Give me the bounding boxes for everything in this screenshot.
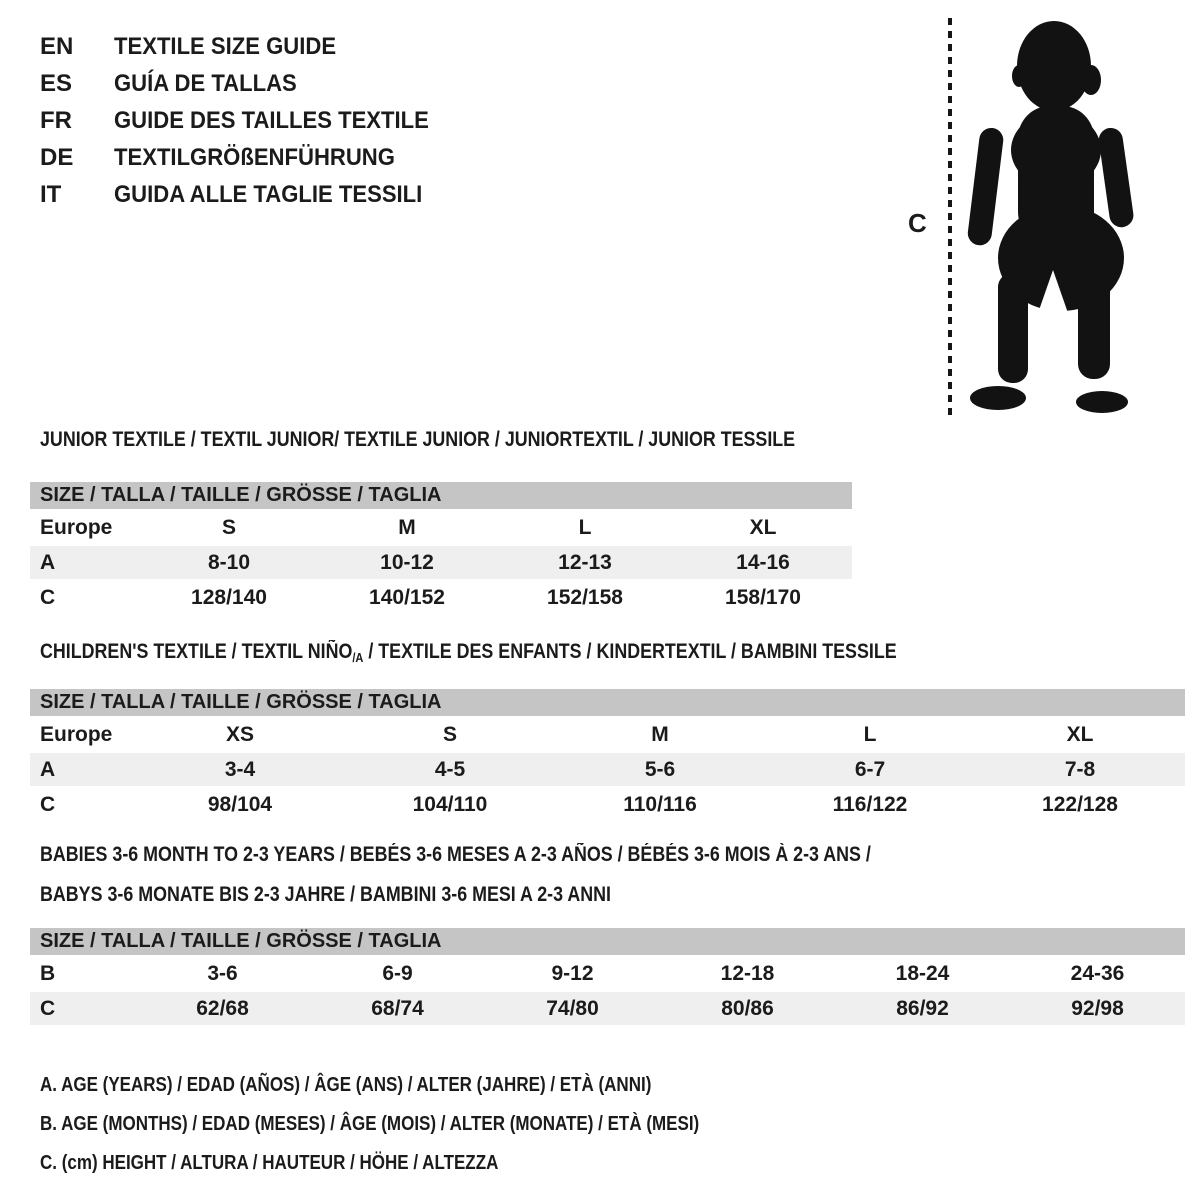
cell: 3-6 bbox=[207, 961, 238, 985]
cell: L bbox=[578, 515, 592, 539]
cell: 122/128 bbox=[1042, 792, 1118, 816]
cell: 152/158 bbox=[547, 585, 623, 609]
junior-size-header-row bbox=[30, 482, 852, 509]
row-label: Europe bbox=[40, 515, 113, 539]
cell: 3-4 bbox=[135, 753, 345, 786]
legend bbox=[40, 1066, 816, 1183]
cell: 9-12 bbox=[551, 961, 594, 985]
row-label: C bbox=[30, 992, 135, 1025]
lang-row-es bbox=[40, 65, 456, 102]
cell: 5-6 bbox=[555, 753, 765, 786]
children-section-title bbox=[40, 640, 1048, 664]
cell: 4-5 bbox=[345, 753, 555, 786]
lang-row-fr bbox=[40, 102, 456, 139]
children-title-prefix: CHILDREN'S TEXTILE / TEXTIL NIÑO bbox=[40, 640, 353, 663]
children-row-europe bbox=[30, 718, 1185, 751]
cell: 92/98 bbox=[1010, 992, 1185, 1025]
cell: M bbox=[398, 515, 416, 539]
children-title-text bbox=[40, 640, 897, 664]
legend-a-text: A. AGE (YEARS) / EDAD (AÑOS) / ÂGE (ANS) / ALTER (JAHRE) / ETÀ (ANNI) bbox=[40, 1074, 652, 1096]
cell: 6-7 bbox=[765, 753, 975, 786]
cell: 18-24 bbox=[895, 961, 950, 985]
cell: 86/92 bbox=[835, 992, 1010, 1025]
lang-code-fr: FR bbox=[40, 106, 72, 134]
legend-line-c bbox=[40, 1144, 816, 1183]
children-row-height bbox=[30, 788, 1185, 821]
legend-b-text: B. AGE (MONTHS) / EDAD (MESES) / ÂGE (MOIS) / ALTER (MONATE) / ETÀ (MESI) bbox=[40, 1113, 700, 1135]
children-size-header: SIZE / TALLA / TAILLE / GRÖSSE / TAGLIA bbox=[30, 689, 1185, 716]
babies-row-months bbox=[30, 957, 1185, 990]
lang-label-fr: GUIDE DES TAILLES TEXTILE bbox=[114, 106, 429, 134]
cell: 7-8 bbox=[975, 753, 1185, 786]
cell: 128/140 bbox=[191, 585, 267, 609]
baby-silhouette-icon bbox=[960, 18, 1142, 422]
babies-section-title-line1 bbox=[40, 843, 1018, 867]
children-title-sub: /A bbox=[352, 650, 364, 665]
language-list bbox=[40, 28, 456, 213]
lang-code-it: IT bbox=[40, 180, 62, 208]
lang-row-it bbox=[40, 176, 456, 213]
children-row-age bbox=[30, 753, 1185, 786]
cell: XL bbox=[1066, 722, 1094, 746]
legend-c-text: C. (cm) HEIGHT / ALTURA / HAUTEUR / HÖHE / ALTEZZA bbox=[40, 1152, 499, 1174]
cell: M bbox=[651, 722, 669, 746]
lang-label-it: GUIDA ALLE TAGLIE TESSILI bbox=[114, 180, 423, 208]
cell: 12-18 bbox=[720, 961, 775, 985]
lang-row-de bbox=[40, 139, 456, 176]
lang-row-en bbox=[40, 28, 456, 65]
lang-code-en: EN bbox=[40, 32, 74, 60]
row-label: A bbox=[30, 546, 140, 579]
cell: 62/68 bbox=[135, 992, 310, 1025]
babies-size-header-row bbox=[30, 928, 1185, 955]
babies-title-line1-text: BABIES 3-6 MONTH TO 2-3 YEARS / BEBÉS 3-6 MESES A 2-3 AÑOS / BÉBÉS 3-6 MOIS À 2-3 ANS / bbox=[40, 843, 871, 866]
babies-size-table bbox=[30, 926, 1185, 1027]
row-label: C bbox=[40, 792, 56, 816]
cell: XL bbox=[749, 515, 777, 539]
cell: 74/80 bbox=[485, 992, 660, 1025]
junior-row-europe bbox=[30, 511, 852, 544]
junior-size-header: SIZE / TALLA / TAILLE / GRÖSSE / TAGLIA bbox=[30, 482, 852, 509]
babies-size-header: SIZE / TALLA / TAILLE / GRÖSSE / TAGLIA bbox=[30, 928, 1185, 955]
cell: 12-13 bbox=[496, 546, 674, 579]
children-title-suffix: / TEXTILE DES ENFANTS / KINDERTEXTIL / BAMBINI TESSILE bbox=[363, 640, 897, 663]
cell: 98/104 bbox=[207, 792, 273, 816]
legend-line-b bbox=[40, 1105, 816, 1144]
lang-label-en: TEXTILE SIZE GUIDE bbox=[114, 32, 337, 60]
cell: L bbox=[863, 722, 877, 746]
children-size-header-row bbox=[30, 689, 1185, 716]
babies-row-height bbox=[30, 992, 1185, 1025]
lang-code-es: ES bbox=[40, 69, 73, 97]
junior-title-text: JUNIOR TEXTILE / TEXTIL JUNIOR/ TEXTILE JUNIOR / JUNIORTEXTIL / JUNIOR TESSILE bbox=[40, 428, 796, 451]
cell: 68/74 bbox=[310, 992, 485, 1025]
junior-row-height bbox=[30, 581, 852, 614]
height-measure-label: C bbox=[908, 208, 927, 238]
cell: 140/152 bbox=[369, 585, 445, 609]
cell: 14-16 bbox=[674, 546, 852, 579]
cell: 24-36 bbox=[1070, 961, 1125, 985]
cell: 6-9 bbox=[382, 961, 413, 985]
babies-title-line2-text: BABYS 3-6 MONATE BIS 2-3 JAHRE / BAMBINI 3-6 MESI A 2-3 ANNI bbox=[40, 883, 611, 906]
row-label: B bbox=[40, 961, 56, 985]
junior-section-title bbox=[40, 428, 928, 452]
junior-row-age bbox=[30, 546, 852, 579]
babies-section-title-line2 bbox=[40, 883, 712, 907]
junior-size-table bbox=[30, 480, 852, 616]
cell: 104/110 bbox=[412, 792, 488, 816]
cell: 10-12 bbox=[318, 546, 496, 579]
row-label: C bbox=[40, 585, 56, 609]
lang-code-de: DE bbox=[40, 143, 74, 171]
cell: 110/116 bbox=[623, 792, 697, 816]
cell: 80/86 bbox=[660, 992, 835, 1025]
lang-label-de: TEXTILGRÖßENFÜHRUNG bbox=[114, 143, 395, 171]
cell: XS bbox=[225, 722, 254, 746]
lang-label-es: GUÍA DE TALLAS bbox=[114, 69, 297, 97]
children-size-table bbox=[30, 687, 1185, 823]
row-label: A bbox=[30, 753, 135, 786]
cell: S bbox=[221, 515, 236, 539]
cell: 8-10 bbox=[140, 546, 318, 579]
legend-line-a bbox=[40, 1066, 816, 1105]
cell: 116/122 bbox=[832, 792, 908, 816]
cell: S bbox=[442, 722, 457, 746]
row-label: Europe bbox=[40, 722, 113, 746]
height-dashed-line bbox=[948, 18, 952, 416]
cell: 158/170 bbox=[725, 585, 801, 609]
